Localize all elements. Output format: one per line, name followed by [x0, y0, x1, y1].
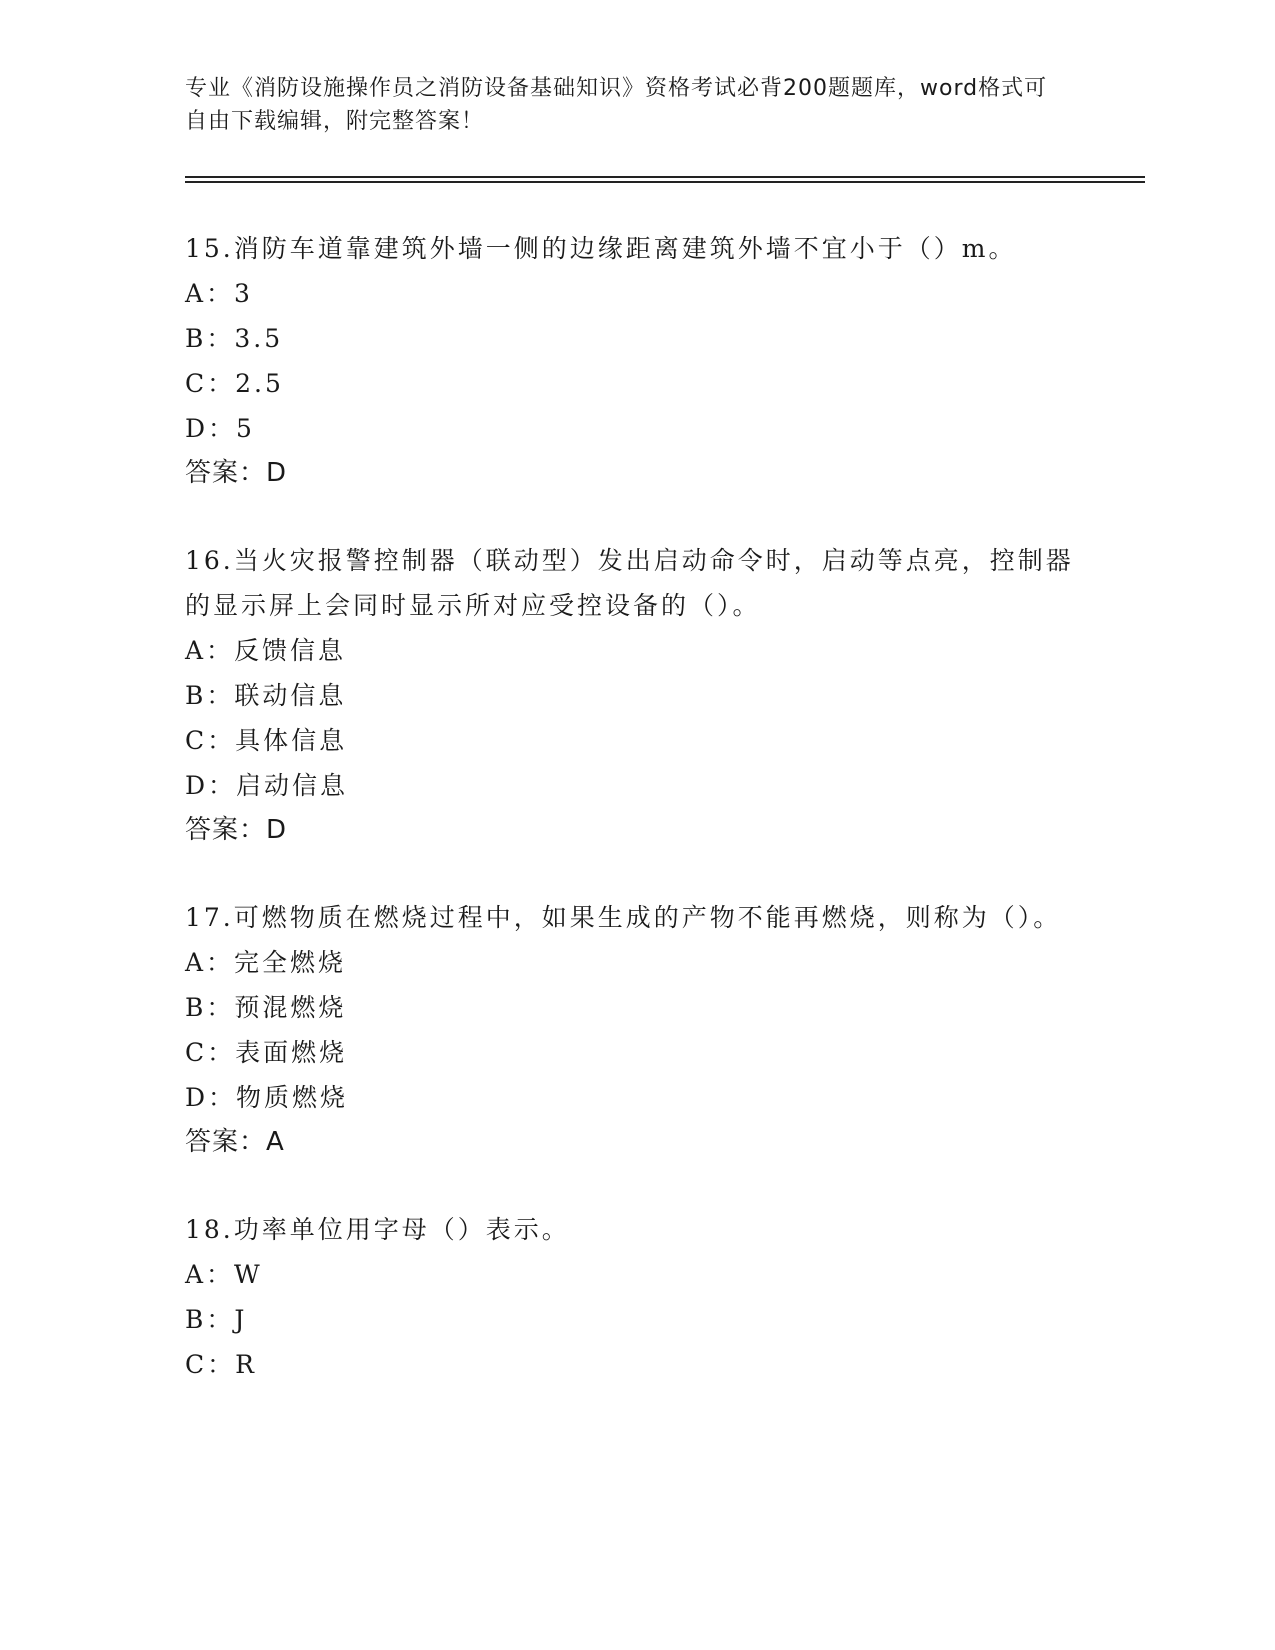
- question-text: 15.消防车道靠建筑外墙一侧的边缘距离建筑外墙不宜小于（）m。: [185, 234, 1017, 263]
- option-b: B：联动信息: [185, 681, 347, 710]
- option-d: D：启动信息: [185, 771, 349, 800]
- option-a: A：W: [185, 1260, 263, 1289]
- question-list: [185, 226, 1085, 1429]
- answer-line: 答案：A: [185, 1127, 285, 1157]
- document-header: 专业《消防设施操作员之消防设备基础知识》资格考试必背200题题库，word格式可自由下载编辑，附完整答案！: [185, 76, 1048, 134]
- option-b: B：J: [185, 1305, 248, 1334]
- option-c: C：R: [185, 1350, 257, 1379]
- answer-line: 答案：D: [185, 815, 288, 845]
- header-divider-top: [185, 176, 1145, 178]
- question-18: [185, 1207, 1085, 1387]
- option-a: A：完全燃烧: [185, 948, 347, 977]
- answer-line: 答案：D: [185, 458, 288, 488]
- question-17: [185, 895, 1085, 1165]
- option-b: B：预混燃烧: [185, 993, 347, 1022]
- option-d: D：物质燃烧: [185, 1083, 349, 1112]
- option-c: C：表面燃烧: [185, 1038, 348, 1067]
- question-text: 16.当火灾报警控制器（联动型）发出启动命令时，启动等点亮，控制器的显示屏上会同时显示所对应受控设备的（）。: [185, 546, 1074, 620]
- option-a: A：3: [185, 279, 253, 308]
- option-d: D：5: [185, 414, 255, 443]
- question-text: 18.功率单位用字母（）表示。: [185, 1215, 570, 1244]
- question-text: 17.可燃物质在燃烧过程中，如果生成的产物不能再燃烧，则称为（）。: [185, 903, 1062, 932]
- option-b: B：3.5: [185, 324, 284, 353]
- option-c: C：2.5: [185, 369, 284, 398]
- header-divider-bottom: [185, 181, 1145, 183]
- option-c: C：具体信息: [185, 726, 348, 755]
- option-a: A：反馈信息: [185, 636, 347, 665]
- question-15: [185, 226, 1085, 496]
- question-16: [185, 538, 1085, 853]
